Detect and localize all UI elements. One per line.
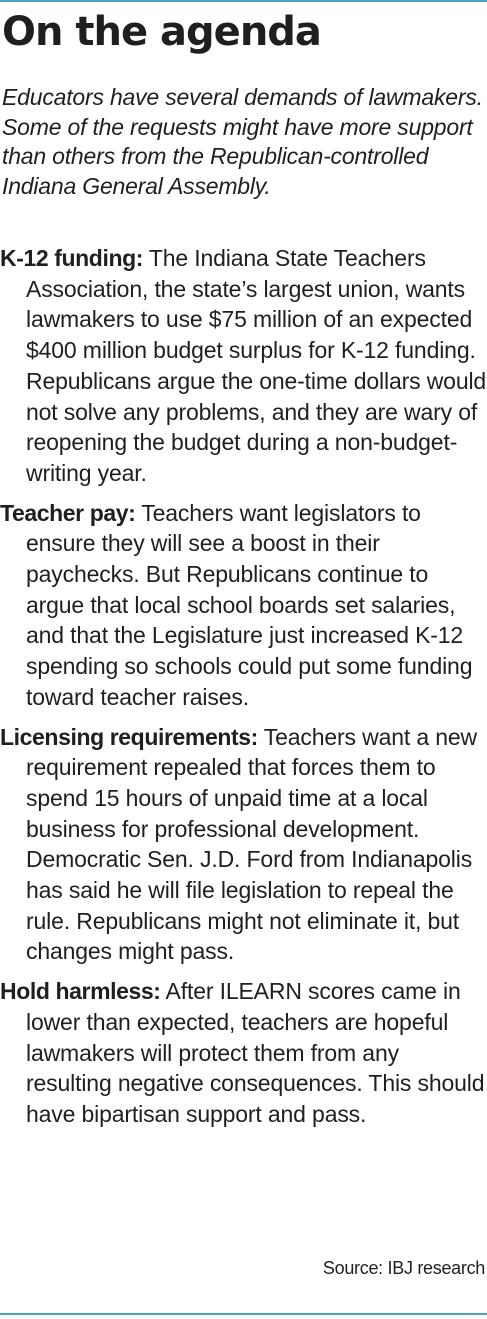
item-lead: Teacher pay:	[0, 499, 136, 526]
list-item	[0, 722, 487, 968]
item-text: Teachers want legislators to ensure they will see a boost in their paychecks. But Republicans continue to argue that local school boards set salaries, and that the Legislature just increased K-12 spending so schools could put some funding toward teacher raises.	[26, 499, 473, 710]
item-text: After ILEARN scores came in lower than expected, teachers are hopeful lawmakers will protect them from any resulting negative consequences. This should have bipartisan support and pass.	[26, 978, 485, 1127]
list-item	[0, 976, 487, 1130]
page-title: On the agenda	[2, 9, 321, 55]
top-divider	[0, 0, 487, 2]
item-lead: K-12 funding:	[0, 245, 143, 271]
agenda-list	[0, 243, 487, 1139]
intro-text: Educators have several demands of lawmakers. Some of the requests might have more support than others from the Republican-controlled Indiana General Assembly.	[2, 84, 483, 199]
bottom-divider	[0, 1313, 487, 1315]
list-item	[0, 498, 487, 713]
item-text: The Indiana State Teachers Association, the state’s largest union, wants lawmakers to use $75 million of an expected $400 million budget surplus for K-12 funding. Republicans argue the one-time dollars would not solve any problems, and they are wary of reopening the budget during a non-budget-writing year.	[26, 245, 487, 486]
item-lead: Licensing requirements:	[0, 723, 258, 750]
source-credit: Source: IBJ research	[322, 1258, 485, 1278]
list-item	[0, 243, 487, 489]
item-lead: Hold harmless:	[0, 978, 161, 1005]
item-text: Teachers want a new requirement repealed that forces them to spend 15 hours of unpaid time at a local business for professional development. Democratic Sen. J.D. Ford from Indianapolis has said he will file legislation to repeal the rule. Republicans might not eliminate it, but changes might pass.	[26, 723, 477, 965]
